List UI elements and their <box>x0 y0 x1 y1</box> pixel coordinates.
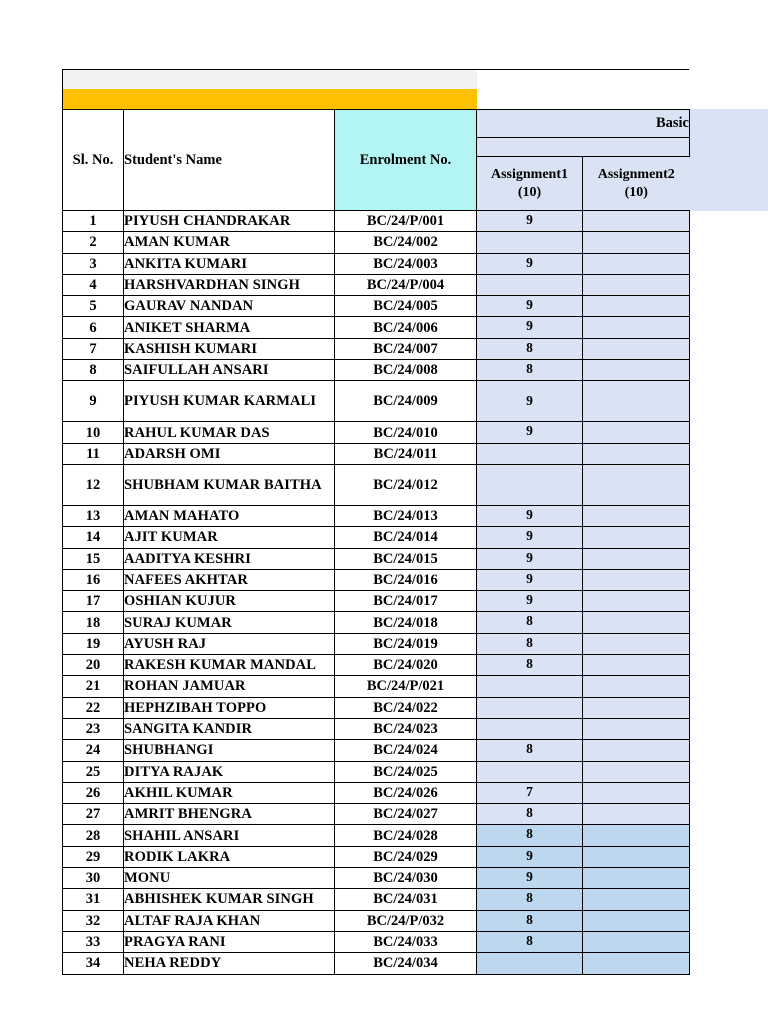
row-student-name[interactable]: AADITYA KESHRI <box>124 548 335 569</box>
table-row <box>63 825 690 846</box>
table-row <box>63 804 690 825</box>
row-student-name[interactable]: ADARSH OMI <box>124 443 335 464</box>
row-assignment1-mark[interactable] <box>477 232 583 253</box>
header-group-basic[interactable]: Basic <box>477 110 690 138</box>
row-student-name[interactable]: AMRIT BHENGRA <box>124 804 335 825</box>
row-assignment2-mark[interactable] <box>583 591 690 612</box>
row-sl-no[interactable]: 19 <box>63 633 124 654</box>
row-enrolment-no[interactable]: BC/24/023 <box>335 718 477 739</box>
table-row <box>63 317 690 338</box>
table-row <box>63 211 690 232</box>
table-row <box>63 464 690 505</box>
row-assignment1-mark[interactable]: 8 <box>477 740 583 761</box>
row-enrolment-no[interactable]: BC/24/P/001 <box>335 211 477 232</box>
row-assignment2-mark[interactable] <box>583 548 690 569</box>
row-sl-no[interactable]: 16 <box>63 569 124 590</box>
row-enrolment-no[interactable]: BC/24/016 <box>335 569 477 590</box>
row-student-name[interactable]: HEPHZIBAH TOPPO <box>124 697 335 718</box>
row-assignment2-mark[interactable] <box>583 910 690 931</box>
row-sl-no[interactable]: 31 <box>63 889 124 910</box>
row-assignment1-mark[interactable]: 9 <box>477 846 583 867</box>
row-assignment1-mark[interactable] <box>477 464 583 505</box>
row-sl-no[interactable]: 8 <box>63 360 124 381</box>
table-row <box>63 612 690 633</box>
row-sl-no[interactable]: 23 <box>63 718 124 739</box>
row-student-name[interactable]: MONU <box>124 868 335 889</box>
row-enrolment-no[interactable]: BC/24/028 <box>335 825 477 846</box>
row-enrolment-no[interactable]: BC/24/P/021 <box>335 676 477 697</box>
row-assignment1-mark[interactable]: 7 <box>477 782 583 803</box>
row-enrolment-no[interactable]: BC/24/025 <box>335 761 477 782</box>
row-sl-no[interactable]: 17 <box>63 591 124 612</box>
row-student-name[interactable]: SHAHIL ANSARI <box>124 825 335 846</box>
marks-table <box>62 109 690 975</box>
row-enrolment-no[interactable]: BC/24/033 <box>335 931 477 952</box>
table-row <box>63 296 690 317</box>
row-enrolment-no[interactable]: BC/24/003 <box>335 253 477 274</box>
row-student-name[interactable]: DITYA RAJAK <box>124 761 335 782</box>
row-assignment2-mark[interactable] <box>583 825 690 846</box>
row-sl-no[interactable]: 5 <box>63 296 124 317</box>
row-sl-no[interactable]: 10 <box>63 422 124 443</box>
table-row <box>63 548 690 569</box>
row-sl-no[interactable]: 22 <box>63 697 124 718</box>
row-assignment1-mark[interactable]: 8 <box>477 825 583 846</box>
row-assignment2-mark[interactable] <box>583 232 690 253</box>
row-student-name[interactable]: SHUBHAM KUMAR BAITHA <box>124 464 335 505</box>
row-assignment1-mark[interactable]: 8 <box>477 804 583 825</box>
row-assignment2-mark[interactable] <box>583 633 690 654</box>
row-assignment2-mark[interactable] <box>583 612 690 633</box>
assignment2-max: (10) <box>624 184 648 200</box>
row-assignment2-mark[interactable] <box>583 505 690 526</box>
row-enrolment-no[interactable]: BC/24/008 <box>335 360 477 381</box>
row-enrolment-no[interactable]: BC/24/009 <box>335 381 477 422</box>
header-sl-no[interactable]: Sl. No. <box>63 110 124 211</box>
row-assignment1-mark[interactable]: 8 <box>477 360 583 381</box>
row-assignment1-mark[interactable]: 9 <box>477 253 583 274</box>
row-assignment1-mark[interactable]: 9 <box>477 296 583 317</box>
table-row <box>63 953 690 974</box>
table-row <box>63 274 690 295</box>
row-assignment1-mark[interactable]: 9 <box>477 548 583 569</box>
assignment2-label: Assignment2 <box>597 166 675 182</box>
row-enrolment-no[interactable]: BC/24/027 <box>335 804 477 825</box>
row-sl-no[interactable]: 34 <box>63 953 124 974</box>
row-enrolment-no[interactable]: BC/24/010 <box>335 422 477 443</box>
row-assignment1-mark[interactable]: 9 <box>477 591 583 612</box>
row-assignment1-mark[interactable] <box>477 718 583 739</box>
row-student-name[interactable]: OSHIAN KUJUR <box>124 591 335 612</box>
row-student-name[interactable]: NAFEES AKHTAR <box>124 569 335 590</box>
row-student-name[interactable]: RODIK LAKRA <box>124 846 335 867</box>
row-student-name[interactable]: NEHA REDDY <box>124 953 335 974</box>
table-row <box>63 633 690 654</box>
row-enrolment-no[interactable]: BC/24/012 <box>335 464 477 505</box>
table-row <box>63 846 690 867</box>
row-student-name[interactable]: PIYUSH CHANDRAKAR <box>124 211 335 232</box>
row-assignment1-mark[interactable] <box>477 443 583 464</box>
row-sl-no[interactable]: 7 <box>63 338 124 359</box>
row-assignment2-mark[interactable] <box>583 761 690 782</box>
table-row <box>63 381 690 422</box>
row-assignment1-mark[interactable]: 9 <box>477 868 583 889</box>
row-student-name[interactable]: SHUBHANGI <box>124 740 335 761</box>
header-overflow-band <box>689 109 768 211</box>
row-assignment1-mark[interactable]: 9 <box>477 211 583 232</box>
row-assignment2-mark[interactable] <box>583 889 690 910</box>
row-student-name[interactable]: SAIFULLAH ANSARI <box>124 360 335 381</box>
row-sl-no[interactable]: 28 <box>63 825 124 846</box>
row-enrolment-no[interactable]: BC/24/P/004 <box>335 274 477 295</box>
row-student-name[interactable]: ROHAN JAMUAR <box>124 676 335 697</box>
assignment1-max: (10) <box>517 184 542 200</box>
row-assignment1-mark[interactable] <box>477 953 583 974</box>
row-assignment1-mark[interactable] <box>477 697 583 718</box>
row-sl-no[interactable]: 3 <box>63 253 124 274</box>
table-row <box>63 569 690 590</box>
header-student-name[interactable]: Student's Name <box>124 110 335 211</box>
row-enrolment-no[interactable]: BC/24/029 <box>335 846 477 867</box>
row-assignment1-mark[interactable] <box>477 761 583 782</box>
title-cell-orange[interactable] <box>62 89 477 109</box>
row-assignment1-mark[interactable]: 9 <box>477 317 583 338</box>
row-assignment1-mark[interactable] <box>477 676 583 697</box>
row-sl-no[interactable]: 14 <box>63 527 124 548</box>
row-assignment2-mark[interactable] <box>583 740 690 761</box>
row-assignment1-mark[interactable] <box>477 274 583 295</box>
row-assignment2-mark[interactable] <box>583 360 690 381</box>
row-assignment1-mark[interactable]: 8 <box>477 633 583 654</box>
row-sl-no[interactable]: 4 <box>63 274 124 295</box>
row-assignment2-mark[interactable] <box>583 422 690 443</box>
row-sl-no[interactable]: 24 <box>63 740 124 761</box>
table-row <box>63 360 690 381</box>
row-sl-no[interactable]: 29 <box>63 846 124 867</box>
assignment1-label: Assignment1 <box>490 166 568 182</box>
row-sl-no[interactable]: 25 <box>63 761 124 782</box>
row-assignment1-mark[interactable]: 8 <box>477 931 583 952</box>
table-row <box>63 931 690 952</box>
row-assignment2-mark[interactable] <box>583 317 690 338</box>
row-assignment2-mark[interactable] <box>583 868 690 889</box>
table-row <box>63 591 690 612</box>
row-enrolment-no[interactable]: BC/24/011 <box>335 443 477 464</box>
row-assignment2-mark[interactable] <box>583 253 690 274</box>
row-sl-no[interactable]: 9 <box>63 381 124 422</box>
row-sl-no[interactable]: 11 <box>63 443 124 464</box>
table-row <box>63 422 690 443</box>
row-sl-no[interactable]: 6 <box>63 317 124 338</box>
row-assignment2-mark[interactable] <box>583 211 690 232</box>
row-assignment1-mark[interactable]: 8 <box>477 612 583 633</box>
row-assignment2-mark[interactable] <box>583 718 690 739</box>
table-row <box>63 910 690 931</box>
student-rows <box>63 211 690 975</box>
row-enrolment-no[interactable]: BC/24/031 <box>335 889 477 910</box>
row-assignment1-mark[interactable]: 9 <box>477 422 583 443</box>
row-assignment1-mark[interactable]: 9 <box>477 381 583 422</box>
row-sl-no[interactable]: 26 <box>63 782 124 803</box>
row-assignment1-mark[interactable]: 9 <box>477 569 583 590</box>
row-assignment2-mark[interactable] <box>583 697 690 718</box>
row-sl-no[interactable]: 1 <box>63 211 124 232</box>
row-assignment1-mark[interactable]: 8 <box>477 655 583 676</box>
row-student-name[interactable]: RAHUL KUMAR DAS <box>124 422 335 443</box>
row-student-name[interactable]: ALTAF RAJA KHAN <box>124 910 335 931</box>
row-assignment2-mark[interactable] <box>583 443 690 464</box>
header-enrolment-no[interactable]: Enrolment No. <box>335 110 477 211</box>
table-row <box>63 740 690 761</box>
row-sl-no[interactable]: 27 <box>63 804 124 825</box>
row-assignment2-mark[interactable] <box>583 931 690 952</box>
row-sl-no[interactable]: 20 <box>63 655 124 676</box>
row-student-name[interactable]: ANKITA KUMARI <box>124 253 335 274</box>
row-student-name[interactable]: KASHISH KUMARI <box>124 338 335 359</box>
row-enrolment-no[interactable]: BC/24/026 <box>335 782 477 803</box>
table-row <box>63 868 690 889</box>
row-sl-no[interactable]: 18 <box>63 612 124 633</box>
row-assignment2-mark[interactable] <box>583 655 690 676</box>
table-row <box>63 338 690 359</box>
row-assignment2-mark[interactable] <box>583 274 690 295</box>
row-enrolment-no[interactable]: BC/24/030 <box>335 868 477 889</box>
table-row <box>63 761 690 782</box>
table-row <box>63 782 690 803</box>
row-enrolment-no[interactable]: BC/24/P/032 <box>335 910 477 931</box>
row-enrolment-no[interactable]: BC/24/017 <box>335 591 477 612</box>
row-assignment1-mark[interactable]: 8 <box>477 910 583 931</box>
row-student-name[interactable]: AMAN MAHATO <box>124 505 335 526</box>
table-row <box>63 232 690 253</box>
table-row <box>63 253 690 274</box>
row-assignment2-mark[interactable] <box>583 338 690 359</box>
row-student-name[interactable]: GAURAV NANDAN <box>124 296 335 317</box>
table-row <box>63 527 690 548</box>
row-enrolment-no[interactable]: BC/24/013 <box>335 505 477 526</box>
row-enrolment-no[interactable]: BC/24/014 <box>335 527 477 548</box>
row-assignment2-mark[interactable] <box>583 296 690 317</box>
table-row <box>63 676 690 697</box>
row-student-name[interactable]: SANGITA KANDIR <box>124 718 335 739</box>
table-row <box>63 655 690 676</box>
row-assignment1-mark[interactable]: 8 <box>477 338 583 359</box>
row-assignment2-mark[interactable] <box>583 569 690 590</box>
row-enrolment-no[interactable]: BC/24/007 <box>335 338 477 359</box>
row-enrolment-no[interactable]: BC/24/002 <box>335 232 477 253</box>
row-student-name[interactable]: ABHISHEK KUMAR SINGH <box>124 889 335 910</box>
row-assignment2-mark[interactable] <box>583 782 690 803</box>
row-student-name[interactable]: AJIT KUMAR <box>124 527 335 548</box>
header-assignment1[interactable] <box>477 157 583 211</box>
row-assignment1-mark[interactable]: 9 <box>477 527 583 548</box>
row-student-name[interactable]: AYUSH RAJ <box>124 633 335 654</box>
row-student-name[interactable]: AMAN KUMAR <box>124 232 335 253</box>
row-sl-no[interactable]: 21 <box>63 676 124 697</box>
row-assignment1-mark[interactable]: 9 <box>477 505 583 526</box>
row-enrolment-no[interactable]: BC/24/006 <box>335 317 477 338</box>
row-enrolment-no[interactable]: BC/24/034 <box>335 953 477 974</box>
row-enrolment-no[interactable]: BC/24/022 <box>335 697 477 718</box>
title-cell-gray[interactable] <box>62 70 477 89</box>
row-sl-no[interactable]: 15 <box>63 548 124 569</box>
table-row <box>63 718 690 739</box>
row-assignment2-mark[interactable] <box>583 846 690 867</box>
table-row <box>63 505 690 526</box>
header-assignment2[interactable] <box>583 157 690 211</box>
row-student-name[interactable]: HARSHVARDHAN SINGH <box>124 274 335 295</box>
row-sl-no[interactable]: 13 <box>63 505 124 526</box>
row-enrolment-no[interactable]: BC/24/018 <box>335 612 477 633</box>
row-assignment2-mark[interactable] <box>583 464 690 505</box>
row-assignment2-mark[interactable] <box>583 381 690 422</box>
table-row <box>63 697 690 718</box>
row-student-name[interactable]: RAKESH KUMAR MANDAL <box>124 655 335 676</box>
row-assignment2-mark[interactable] <box>583 676 690 697</box>
row-student-name[interactable]: SURAJ KUMAR <box>124 612 335 633</box>
header-group-subtitle[interactable] <box>477 138 690 157</box>
row-enrolment-no[interactable]: BC/24/019 <box>335 633 477 654</box>
row-assignment2-mark[interactable] <box>583 953 690 974</box>
row-student-name[interactable]: PRAGYA RANI <box>124 931 335 952</box>
row-student-name[interactable]: PIYUSH KUMAR KARMALI <box>124 381 335 422</box>
row-assignment2-mark[interactable] <box>583 804 690 825</box>
row-sl-no[interactable]: 33 <box>63 931 124 952</box>
row-enrolment-no[interactable]: BC/24/005 <box>335 296 477 317</box>
row-sl-no[interactable]: 2 <box>63 232 124 253</box>
table-row <box>63 889 690 910</box>
row-sl-no[interactable]: 32 <box>63 910 124 931</box>
row-enrolment-no[interactable]: BC/24/024 <box>335 740 477 761</box>
row-enrolment-no[interactable]: BC/24/020 <box>335 655 477 676</box>
row-assignment2-mark[interactable] <box>583 527 690 548</box>
row-student-name[interactable]: AKHIL KUMAR <box>124 782 335 803</box>
table-row <box>63 443 690 464</box>
row-sl-no[interactable]: 12 <box>63 464 124 505</box>
row-sl-no[interactable]: 30 <box>63 868 124 889</box>
row-assignment1-mark[interactable]: 8 <box>477 889 583 910</box>
row-enrolment-no[interactable]: BC/24/015 <box>335 548 477 569</box>
row-student-name[interactable]: ANIKET SHARMA <box>124 317 335 338</box>
